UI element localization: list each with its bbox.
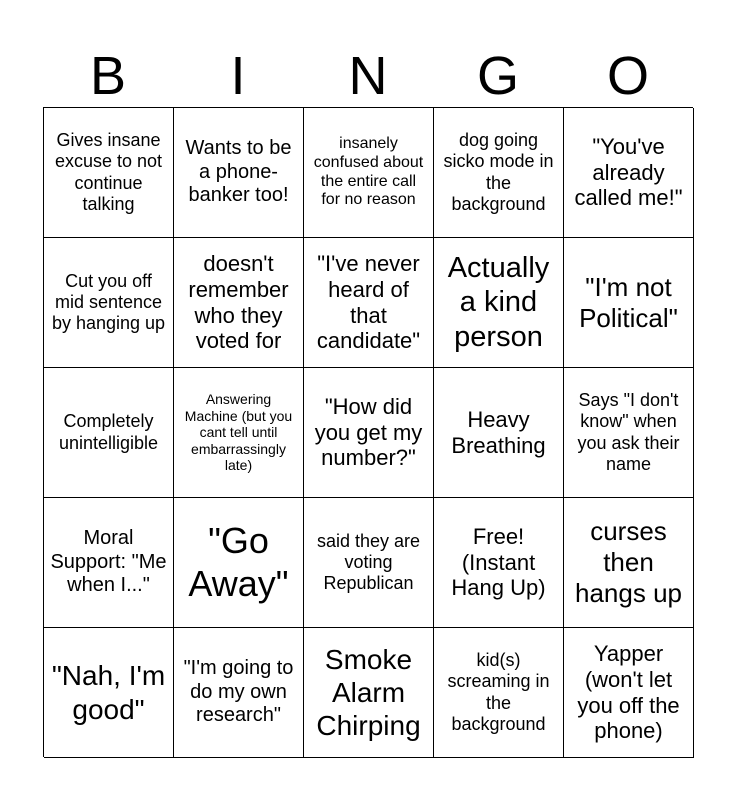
bingo-cell[interactable] <box>564 628 694 758</box>
cell-text: Yapper (won't let you off the phone) <box>577 640 680 744</box>
cell-text: "You've already called me!" <box>574 133 683 211</box>
cell-text: curses then hangs up <box>575 516 682 608</box>
cell-text: "I've never heard of that candidate" <box>316 250 421 354</box>
bingo-cell[interactable] <box>174 238 304 368</box>
cell-text: Answering Machine (but you cant tell until embarrassingly late) <box>184 391 293 474</box>
cell-text: Actually a kind person <box>447 252 550 353</box>
header-letter-b: B <box>89 46 127 106</box>
cell-text: kid(s) screaming in the background <box>447 650 550 734</box>
header-letter-g: G <box>476 46 519 106</box>
cell-text: "I'm going to do my own research" <box>183 657 294 727</box>
cell-text: "Go Away" <box>188 520 289 604</box>
cell-text: doesn't remember who they voted for <box>188 250 289 354</box>
cell-text: dog going sicko mode in the background <box>443 130 554 214</box>
bingo-board <box>43 107 693 757</box>
cell-text: Smoke Alarm Chirping <box>316 643 421 742</box>
bingo-cell[interactable] <box>304 238 434 368</box>
bingo-cell[interactable] <box>304 108 434 238</box>
cell-text: insanely confused about the entire call for no reason <box>313 134 424 209</box>
bingo-cell[interactable] <box>434 238 564 368</box>
cell-text: Moral Support: "Me when I..." <box>50 527 167 597</box>
cell-text: Says "I don't know" when you ask their name <box>577 390 680 474</box>
bingo-cell[interactable] <box>564 368 694 498</box>
bingo-cell[interactable] <box>174 498 304 628</box>
bingo-cell[interactable] <box>564 498 694 628</box>
bingo-cell[interactable] <box>44 238 174 368</box>
bingo-cell[interactable] <box>304 498 434 628</box>
cell-text: Gives insane excuse to not continue talking <box>54 130 163 214</box>
cell-text: "Nah, I'm good" <box>51 660 166 725</box>
bingo-header <box>43 46 693 106</box>
cell-text: said they are voting Republican <box>316 530 421 594</box>
cell-text: Cut you off mid sentence by hanging up <box>51 270 166 334</box>
bingo-cell[interactable] <box>44 108 174 238</box>
cell-text: Wants to be a phone-banker too! <box>185 137 292 207</box>
header-letter-o: O <box>606 46 649 106</box>
bingo-cell[interactable] <box>174 108 304 238</box>
bingo-cell[interactable] <box>174 368 304 498</box>
cell-text: Completely unintelligible <box>58 411 159 453</box>
bingo-cell[interactable] <box>44 628 174 758</box>
header-letter-i: I <box>230 46 246 106</box>
bingo-cell[interactable] <box>434 368 564 498</box>
bingo-cell[interactable] <box>174 628 304 758</box>
cell-text: Free! (Instant Hang Up) <box>451 523 546 601</box>
cell-text: "I'm not Political" <box>579 271 678 333</box>
bingo-cell[interactable] <box>434 498 564 628</box>
bingo-cell[interactable] <box>44 498 174 628</box>
cell-text: Heavy Breathing <box>451 406 546 458</box>
bingo-cell[interactable] <box>304 628 434 758</box>
bingo-cell[interactable] <box>434 628 564 758</box>
bingo-cell[interactable] <box>434 108 564 238</box>
bingo-cell[interactable] <box>564 238 694 368</box>
cell-text: "How did you get my number?" <box>314 393 423 471</box>
header-letter-n: N <box>348 46 388 106</box>
bingo-cell[interactable] <box>304 368 434 498</box>
bingo-cell[interactable] <box>44 368 174 498</box>
bingo-cell[interactable] <box>564 108 694 238</box>
